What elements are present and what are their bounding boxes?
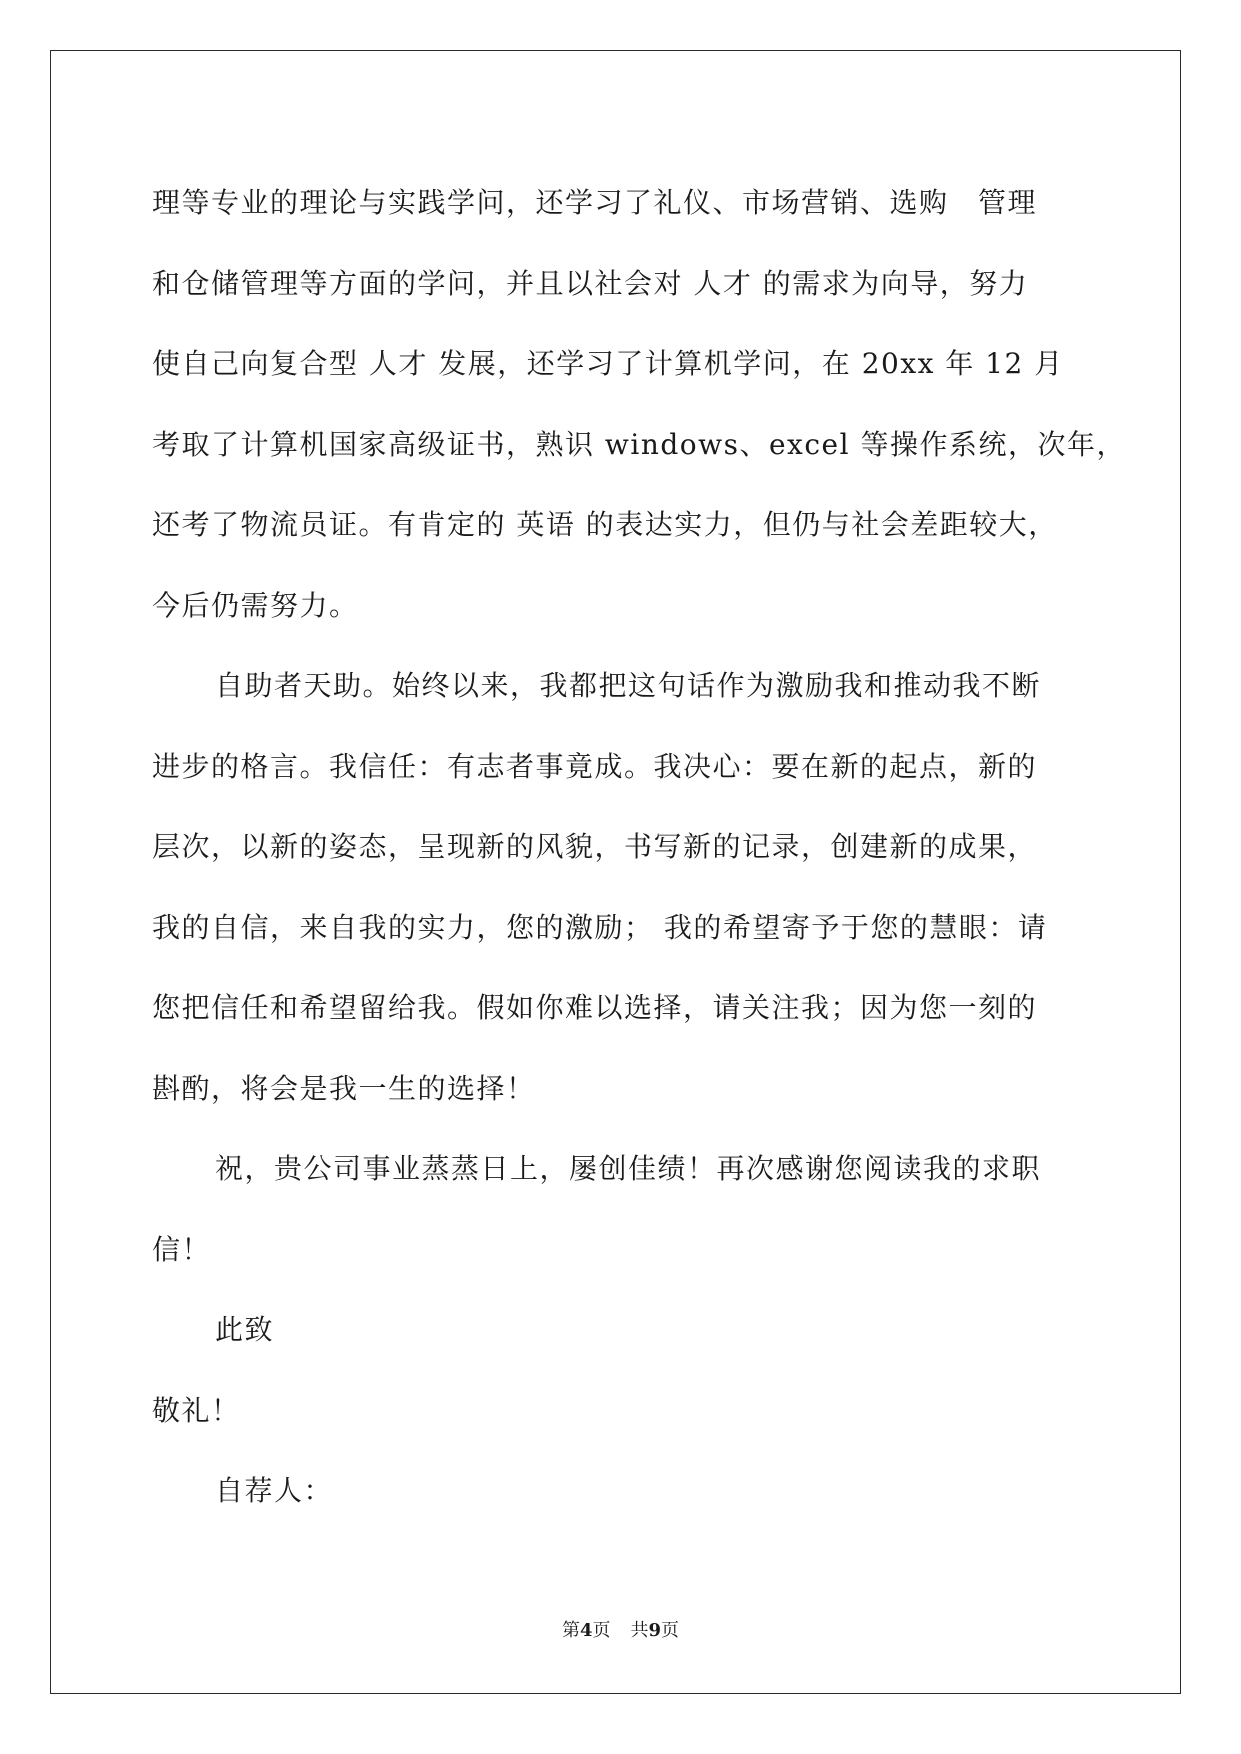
letter-body [152,163,1126,1532]
text-line: 您把信任和希望留给我。假如你难以选择，请关注我；因为您一刻的 [152,991,1038,1024]
text-line: 信！ [152,1232,212,1266]
text-line: 还考了物流员证。有肯定的 英语 的表达实力，但仍与社会差距较大， [152,508,1058,541]
total-suffix: 页 [661,1620,680,1641]
total-prefix: 共 [630,1620,649,1641]
text-line: 考取了计算机国家高级证书，熟识 windows、excel 等操作系统，次年， [152,427,1126,461]
paragraph-start-line: 自助者天助。始终以来，我都把这句话作为激励我和推动我不断 [215,669,1042,702]
page-prefix: 第 [561,1620,580,1641]
text-line: 进步的格言。我信任：有志者事竟成。我决心：要在新的起点，新的 [152,749,1038,783]
page-number-footer [0,1616,1241,1642]
text-line: 我的自信，来自我的实力，您的激励； 我的希望寄予于您的慧眼：请 [152,910,1048,944]
text-line: 层次，以新的姿态，呈现新的风貌，书写新的记录，创建新的成果， [152,830,1038,863]
text-line: 使自己向复合型 人才 发展，还学习了计算机学问，在 20xx 年 12 月 [152,347,1064,380]
text-line: 今后仍需努力。 [152,588,359,622]
text-line: 理等专业的理论与实践学问，还学习了礼仪、市场营销、选购 管理 [152,186,1038,219]
text-line: 斟酌，将会是我一生的选择！ [152,1071,536,1105]
current-page-number: 4 [579,1620,593,1641]
paragraph-start-line: 祝，贵公司事业蒸蒸日上，屡创佳绩！再次感谢您阅读我的求职 [215,1152,1042,1185]
page-suffix: 页 [592,1620,611,1641]
total-page-count: 9 [648,1620,662,1641]
salutation-line: 敬礼！ [152,1393,241,1427]
closing-line: 此致 [215,1313,275,1346]
signature-line: 自荐人： [215,1474,334,1507]
text-line: 和仓储管理等方面的学问，并且以社会对 人才 的需求为向导，努力 [152,266,1029,300]
